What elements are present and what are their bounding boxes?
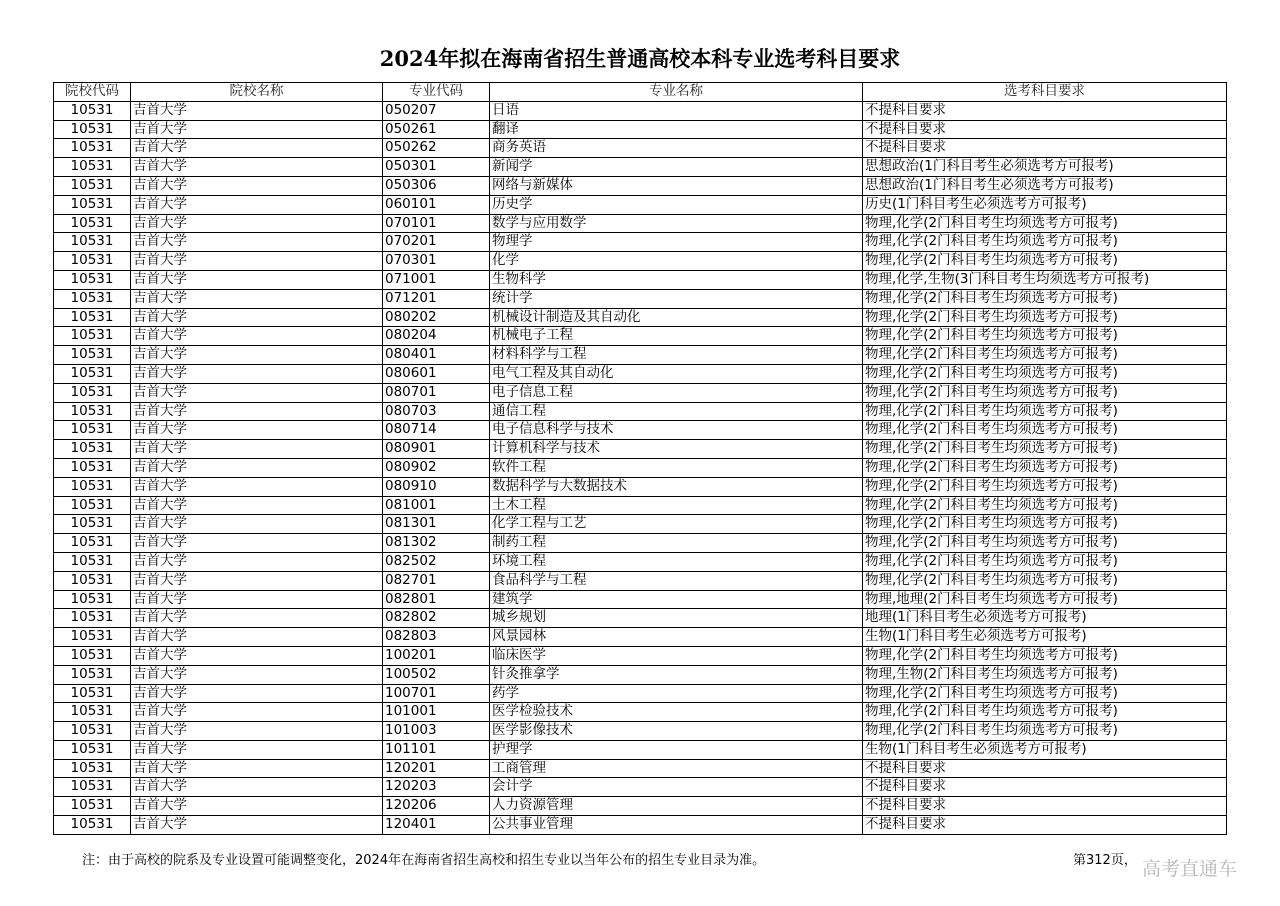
header-school-name: 院校名称 xyxy=(131,83,383,102)
school-code-cell: 10531 xyxy=(54,628,131,647)
requirements-table xyxy=(53,82,1227,835)
major-code-cell: 082502 xyxy=(383,552,490,571)
school-name-cell: 吉首大学 xyxy=(131,120,383,139)
major-name-cell: 工商管理 xyxy=(490,759,863,778)
subject-requirement-cell: 不提科目要求 xyxy=(863,120,1227,139)
school-name-cell: 吉首大学 xyxy=(131,665,383,684)
table-row xyxy=(54,458,1227,477)
school-code-cell: 10531 xyxy=(54,308,131,327)
school-code-cell: 10531 xyxy=(54,364,131,383)
major-code-cell: 080714 xyxy=(383,421,490,440)
major-name-cell: 历史学 xyxy=(490,195,863,214)
table-row xyxy=(54,759,1227,778)
school-code-cell: 10531 xyxy=(54,195,131,214)
table-row xyxy=(54,421,1227,440)
subject-requirement-cell: 物理,化学(2门科目考生均须选考方可报考) xyxy=(863,252,1227,271)
header-school-code: 院校代码 xyxy=(54,83,131,102)
subject-requirement-cell: 不提科目要求 xyxy=(863,816,1227,835)
school-code-cell: 10531 xyxy=(54,139,131,158)
table-row xyxy=(54,665,1227,684)
school-code-cell: 10531 xyxy=(54,101,131,120)
table-row xyxy=(54,158,1227,177)
major-name-cell: 化学 xyxy=(490,252,863,271)
major-name-cell: 土木工程 xyxy=(490,496,863,515)
school-code-cell: 10531 xyxy=(54,665,131,684)
table-row xyxy=(54,233,1227,252)
footnote: 注：由于高校的院系及专业设置可能调整变化，2024年在海南省招生高校和招生专业以当年公布的招生专业目录为准。 xyxy=(82,853,766,868)
table-row xyxy=(54,440,1227,459)
major-code-cell: 101101 xyxy=(383,740,490,759)
major-code-cell: 100502 xyxy=(383,665,490,684)
subject-requirement-cell: 物理,化学(2门科目考生均须选考方可报考) xyxy=(863,421,1227,440)
major-code-cell: 080901 xyxy=(383,440,490,459)
school-code-cell: 10531 xyxy=(54,120,131,139)
major-code-cell: 120203 xyxy=(383,778,490,797)
school-code-cell: 10531 xyxy=(54,440,131,459)
school-name-cell: 吉首大学 xyxy=(131,101,383,120)
header-major-name: 专业名称 xyxy=(490,83,863,102)
school-name-cell: 吉首大学 xyxy=(131,270,383,289)
subject-requirement-cell: 物理,化学(2门科目考生均须选考方可报考) xyxy=(863,703,1227,722)
table-row xyxy=(54,797,1227,816)
school-name-cell: 吉首大学 xyxy=(131,496,383,515)
major-name-cell: 数学与应用数学 xyxy=(490,214,863,233)
major-name-cell: 食品科学与工程 xyxy=(490,571,863,590)
subject-requirement-cell: 物理,化学(2门科目考生均须选考方可报考) xyxy=(863,364,1227,383)
school-code-cell: 10531 xyxy=(54,346,131,365)
major-code-cell: 070201 xyxy=(383,233,490,252)
major-code-cell: 100201 xyxy=(383,646,490,665)
major-code-cell: 100701 xyxy=(383,684,490,703)
table-row xyxy=(54,176,1227,195)
subject-requirement-cell: 生物(1门科目考生必须选考方可报考) xyxy=(863,628,1227,647)
major-code-cell: 070101 xyxy=(383,214,490,233)
subject-requirement-cell: 物理,化学(2门科目考生均须选考方可报考) xyxy=(863,346,1227,365)
major-name-cell: 计算机科学与技术 xyxy=(490,440,863,459)
school-code-cell: 10531 xyxy=(54,233,131,252)
table-row xyxy=(54,515,1227,534)
school-code-cell: 10531 xyxy=(54,571,131,590)
major-name-cell: 数据科学与大数据技术 xyxy=(490,477,863,496)
subject-requirement-cell: 物理,化学(2门科目考生均须选考方可报考) xyxy=(863,477,1227,496)
table-row xyxy=(54,364,1227,383)
subject-requirement-cell: 物理,化学(2门科目考生均须选考方可报考) xyxy=(863,233,1227,252)
school-code-cell: 10531 xyxy=(54,703,131,722)
major-name-cell: 商务英语 xyxy=(490,139,863,158)
school-name-cell: 吉首大学 xyxy=(131,364,383,383)
subject-requirement-cell: 历史(1门科目考生必须选考方可报考) xyxy=(863,195,1227,214)
major-code-cell: 082801 xyxy=(383,590,490,609)
subject-requirement-cell: 物理,地理(2门科目考生均须选考方可报考) xyxy=(863,590,1227,609)
school-code-cell: 10531 xyxy=(54,214,131,233)
subject-requirement-cell: 物理,化学(2门科目考生均须选考方可报考) xyxy=(863,458,1227,477)
table-row xyxy=(54,101,1227,120)
school-name-cell: 吉首大学 xyxy=(131,477,383,496)
school-name-cell: 吉首大学 xyxy=(131,552,383,571)
major-name-cell: 环境工程 xyxy=(490,552,863,571)
major-code-cell: 120201 xyxy=(383,759,490,778)
major-name-cell: 人力资源管理 xyxy=(490,797,863,816)
major-code-cell: 082701 xyxy=(383,571,490,590)
major-code-cell: 080202 xyxy=(383,308,490,327)
subject-requirement-cell: 物理,化学(2门科目考生均须选考方可报考) xyxy=(863,684,1227,703)
header-major-code: 专业代码 xyxy=(383,83,490,102)
school-name-cell: 吉首大学 xyxy=(131,703,383,722)
school-code-cell: 10531 xyxy=(54,609,131,628)
school-name-cell: 吉首大学 xyxy=(131,722,383,741)
school-name-cell: 吉首大学 xyxy=(131,289,383,308)
table-row xyxy=(54,722,1227,741)
school-code-cell: 10531 xyxy=(54,477,131,496)
school-name-cell: 吉首大学 xyxy=(131,515,383,534)
major-name-cell: 制药工程 xyxy=(490,534,863,553)
table-row xyxy=(54,816,1227,835)
table-row xyxy=(54,496,1227,515)
major-code-cell: 081001 xyxy=(383,496,490,515)
subject-requirement-cell: 不提科目要求 xyxy=(863,778,1227,797)
major-name-cell: 统计学 xyxy=(490,289,863,308)
table-row xyxy=(54,646,1227,665)
major-code-cell: 081302 xyxy=(383,534,490,553)
table-row xyxy=(54,252,1227,271)
major-name-cell: 城乡规划 xyxy=(490,609,863,628)
major-name-cell: 护理学 xyxy=(490,740,863,759)
major-name-cell: 通信工程 xyxy=(490,402,863,421)
subject-requirement-cell: 物理,化学,生物(3门科目考生均须选考方可报考) xyxy=(863,270,1227,289)
table-row xyxy=(54,609,1227,628)
table-row xyxy=(54,628,1227,647)
school-name-cell: 吉首大学 xyxy=(131,646,383,665)
school-code-cell: 10531 xyxy=(54,740,131,759)
table-row xyxy=(54,740,1227,759)
school-code-cell: 10531 xyxy=(54,327,131,346)
school-code-cell: 10531 xyxy=(54,684,131,703)
major-code-cell: 101003 xyxy=(383,722,490,741)
subject-requirement-cell: 生物(1门科目考生必须选考方可报考) xyxy=(863,740,1227,759)
subject-requirement-cell: 物理,化学(2门科目考生均须选考方可报考) xyxy=(863,383,1227,402)
school-name-cell: 吉首大学 xyxy=(131,176,383,195)
table-row xyxy=(54,289,1227,308)
school-name-cell: 吉首大学 xyxy=(131,534,383,553)
school-code-cell: 10531 xyxy=(54,515,131,534)
table-header-row xyxy=(54,83,1227,102)
school-code-cell: 10531 xyxy=(54,816,131,835)
school-name-cell: 吉首大学 xyxy=(131,797,383,816)
subject-requirement-cell: 物理,化学(2门科目考生均须选考方可报考) xyxy=(863,327,1227,346)
subject-requirement-cell: 不提科目要求 xyxy=(863,101,1227,120)
subject-requirement-cell: 思想政治(1门科目考生必须选考方可报考) xyxy=(863,158,1227,177)
watermark: 高考直通车 xyxy=(1142,858,1238,880)
table-row xyxy=(54,477,1227,496)
table-row xyxy=(54,139,1227,158)
school-name-cell: 吉首大学 xyxy=(131,816,383,835)
school-code-cell: 10531 xyxy=(54,252,131,271)
major-name-cell: 建筑学 xyxy=(490,590,863,609)
major-name-cell: 翻译 xyxy=(490,120,863,139)
table-row xyxy=(54,778,1227,797)
subject-requirement-cell: 物理,化学(2门科目考生均须选考方可报考) xyxy=(863,214,1227,233)
school-code-cell: 10531 xyxy=(54,778,131,797)
page-number: 第312页， xyxy=(1073,853,1137,868)
major-code-cell: 050306 xyxy=(383,176,490,195)
table-row xyxy=(54,346,1227,365)
subject-requirement-cell: 地理(1门科目考生必须选考方可报考) xyxy=(863,609,1227,628)
major-code-cell: 080703 xyxy=(383,402,490,421)
major-code-cell: 070301 xyxy=(383,252,490,271)
school-name-cell: 吉首大学 xyxy=(131,195,383,214)
school-name-cell: 吉首大学 xyxy=(131,158,383,177)
major-code-cell: 080902 xyxy=(383,458,490,477)
table-row xyxy=(54,327,1227,346)
major-code-cell: 080204 xyxy=(383,327,490,346)
school-name-cell: 吉首大学 xyxy=(131,458,383,477)
school-code-cell: 10531 xyxy=(54,158,131,177)
major-name-cell: 日语 xyxy=(490,101,863,120)
school-name-cell: 吉首大学 xyxy=(131,440,383,459)
major-code-cell: 080601 xyxy=(383,364,490,383)
table-row xyxy=(54,270,1227,289)
subject-requirement-cell: 物理,化学(2门科目考生均须选考方可报考) xyxy=(863,571,1227,590)
subject-requirement-cell: 物理,化学(2门科目考生均须选考方可报考) xyxy=(863,496,1227,515)
subject-requirement-cell: 不提科目要求 xyxy=(863,797,1227,816)
major-name-cell: 材料科学与工程 xyxy=(490,346,863,365)
major-name-cell: 公共事业管理 xyxy=(490,816,863,835)
school-name-cell: 吉首大学 xyxy=(131,252,383,271)
major-code-cell: 050261 xyxy=(383,120,490,139)
school-name-cell: 吉首大学 xyxy=(131,778,383,797)
school-code-cell: 10531 xyxy=(54,646,131,665)
major-code-cell: 080910 xyxy=(383,477,490,496)
table-row xyxy=(54,402,1227,421)
major-code-cell: 071201 xyxy=(383,289,490,308)
major-name-cell: 化学工程与工艺 xyxy=(490,515,863,534)
school-name-cell: 吉首大学 xyxy=(131,571,383,590)
subject-requirement-cell: 不提科目要求 xyxy=(863,759,1227,778)
school-code-cell: 10531 xyxy=(54,552,131,571)
school-code-cell: 10531 xyxy=(54,590,131,609)
table-row xyxy=(54,571,1227,590)
school-name-cell: 吉首大学 xyxy=(131,139,383,158)
major-code-cell: 080701 xyxy=(383,383,490,402)
major-code-cell: 082802 xyxy=(383,609,490,628)
school-code-cell: 10531 xyxy=(54,270,131,289)
subject-requirement-cell: 物理,化学(2门科目考生均须选考方可报考) xyxy=(863,402,1227,421)
table-row xyxy=(54,703,1227,722)
school-code-cell: 10531 xyxy=(54,383,131,402)
school-code-cell: 10531 xyxy=(54,722,131,741)
table-row xyxy=(54,195,1227,214)
major-code-cell: 120206 xyxy=(383,797,490,816)
major-code-cell: 081301 xyxy=(383,515,490,534)
school-name-cell: 吉首大学 xyxy=(131,628,383,647)
major-code-cell: 050207 xyxy=(383,101,490,120)
school-code-cell: 10531 xyxy=(54,421,131,440)
school-name-cell: 吉首大学 xyxy=(131,327,383,346)
major-name-cell: 医学影像技术 xyxy=(490,722,863,741)
school-name-cell: 吉首大学 xyxy=(131,590,383,609)
table-row xyxy=(54,120,1227,139)
major-name-cell: 新闻学 xyxy=(490,158,863,177)
school-name-cell: 吉首大学 xyxy=(131,421,383,440)
school-name-cell: 吉首大学 xyxy=(131,609,383,628)
subject-requirement-cell: 物理,生物(2门科目考生均须选考方可报考) xyxy=(863,665,1227,684)
school-name-cell: 吉首大学 xyxy=(131,233,383,252)
major-name-cell: 电气工程及其自动化 xyxy=(490,364,863,383)
subject-requirement-cell: 物理,化学(2门科目考生均须选考方可报考) xyxy=(863,515,1227,534)
school-name-cell: 吉首大学 xyxy=(131,383,383,402)
major-name-cell: 针灸推拿学 xyxy=(490,665,863,684)
school-code-cell: 10531 xyxy=(54,496,131,515)
table-row xyxy=(54,590,1227,609)
school-name-cell: 吉首大学 xyxy=(131,684,383,703)
school-code-cell: 10531 xyxy=(54,176,131,195)
major-name-cell: 生物科学 xyxy=(490,270,863,289)
school-name-cell: 吉首大学 xyxy=(131,740,383,759)
table-row xyxy=(54,684,1227,703)
major-name-cell: 药学 xyxy=(490,684,863,703)
table-row xyxy=(54,308,1227,327)
subject-requirement-cell: 不提科目要求 xyxy=(863,139,1227,158)
page-title: 2024年拟在海南省招生普通高校本科专业选考科目要求 xyxy=(379,46,901,71)
school-name-cell: 吉首大学 xyxy=(131,346,383,365)
major-name-cell: 机械设计制造及其自动化 xyxy=(490,308,863,327)
table-row xyxy=(54,534,1227,553)
major-name-cell: 电子信息科学与技术 xyxy=(490,421,863,440)
major-name-cell: 会计学 xyxy=(490,778,863,797)
school-name-cell: 吉首大学 xyxy=(131,402,383,421)
major-name-cell: 软件工程 xyxy=(490,458,863,477)
school-code-cell: 10531 xyxy=(54,797,131,816)
subject-requirement-cell: 物理,化学(2门科目考生均须选考方可报考) xyxy=(863,308,1227,327)
school-code-cell: 10531 xyxy=(54,402,131,421)
major-name-cell: 医学检验技术 xyxy=(490,703,863,722)
major-name-cell: 电子信息工程 xyxy=(490,383,863,402)
school-name-cell: 吉首大学 xyxy=(131,759,383,778)
major-code-cell: 060101 xyxy=(383,195,490,214)
major-code-cell: 120401 xyxy=(383,816,490,835)
major-code-cell: 071001 xyxy=(383,270,490,289)
subject-requirement-cell: 物理,化学(2门科目考生均须选考方可报考) xyxy=(863,646,1227,665)
school-code-cell: 10531 xyxy=(54,289,131,308)
table-row xyxy=(54,552,1227,571)
school-name-cell: 吉首大学 xyxy=(131,214,383,233)
school-code-cell: 10531 xyxy=(54,458,131,477)
header-subject-requirement: 选考科目要求 xyxy=(863,83,1227,102)
major-code-cell: 050301 xyxy=(383,158,490,177)
school-code-cell: 10531 xyxy=(54,534,131,553)
subject-requirement-cell: 物理,化学(2门科目考生均须选考方可报考) xyxy=(863,534,1227,553)
subject-requirement-cell: 思想政治(1门科目考生必须选考方可报考) xyxy=(863,176,1227,195)
subject-requirement-cell: 物理,化学(2门科目考生均须选考方可报考) xyxy=(863,552,1227,571)
major-code-cell: 101001 xyxy=(383,703,490,722)
major-name-cell: 物理学 xyxy=(490,233,863,252)
major-name-cell: 风景园林 xyxy=(490,628,863,647)
major-code-cell: 050262 xyxy=(383,139,490,158)
subject-requirement-cell: 物理,化学(2门科目考生均须选考方可报考) xyxy=(863,440,1227,459)
major-name-cell: 临床医学 xyxy=(490,646,863,665)
major-code-cell: 082803 xyxy=(383,628,490,647)
table-row xyxy=(54,383,1227,402)
subject-requirement-cell: 物理,化学(2门科目考生均须选考方可报考) xyxy=(863,289,1227,308)
subject-requirement-cell: 物理,化学(2门科目考生均须选考方可报考) xyxy=(863,722,1227,741)
major-name-cell: 机械电子工程 xyxy=(490,327,863,346)
major-name-cell: 网络与新媒体 xyxy=(490,176,863,195)
major-code-cell: 080401 xyxy=(383,346,490,365)
school-code-cell: 10531 xyxy=(54,759,131,778)
table-row xyxy=(54,214,1227,233)
school-name-cell: 吉首大学 xyxy=(131,308,383,327)
